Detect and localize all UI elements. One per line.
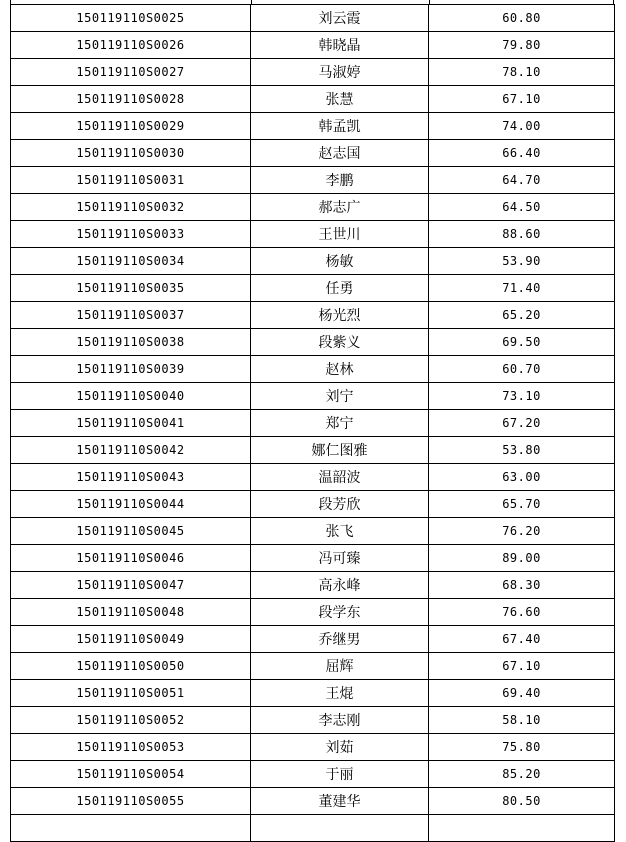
table-row	[11, 518, 615, 545]
table-row	[11, 707, 615, 734]
candidate-id-cell: 150119110S0034	[11, 248, 251, 275]
candidate-id-cell: 150119110S0026	[11, 32, 251, 59]
candidate-name-cell: 段学东	[251, 599, 429, 626]
candidate-id-cell: 150119110S0050	[11, 653, 251, 680]
table-row	[11, 59, 615, 86]
candidate-id-cell: 150119110S0038	[11, 329, 251, 356]
candidate-name-cell: 韩晓晶	[251, 32, 429, 59]
score-cell: 76.60	[429, 599, 615, 626]
table-row	[11, 788, 615, 815]
score-cell: 60.80	[429, 5, 615, 32]
score-cell: 67.10	[429, 86, 615, 113]
candidate-name-cell: 董建华	[251, 788, 429, 815]
candidate-id-cell: 150119110S0051	[11, 680, 251, 707]
score-cell	[429, 815, 615, 842]
table-row	[11, 815, 615, 842]
table-row	[11, 302, 615, 329]
score-cell: 63.00	[429, 464, 615, 491]
candidate-id-cell: 150119110S0044	[11, 491, 251, 518]
table-row	[11, 599, 615, 626]
candidate-id-cell: 150119110S0040	[11, 383, 251, 410]
score-cell: 65.70	[429, 491, 615, 518]
candidate-name-cell: 王焜	[251, 680, 429, 707]
candidate-id-cell: 150119110S0031	[11, 167, 251, 194]
score-cell: 76.20	[429, 518, 615, 545]
score-cell: 53.90	[429, 248, 615, 275]
candidate-name-cell: 乔继男	[251, 626, 429, 653]
score-cell: 74.00	[429, 113, 615, 140]
candidate-id-cell: 150119110S0025	[11, 5, 251, 32]
score-cell: 89.00	[429, 545, 615, 572]
table-row	[11, 86, 615, 113]
candidate-name-cell: 段紫义	[251, 329, 429, 356]
score-cell: 71.40	[429, 275, 615, 302]
candidate-name-cell: 李鹏	[251, 167, 429, 194]
candidate-id-cell: 150119110S0042	[11, 437, 251, 464]
candidate-id-cell: 150119110S0033	[11, 221, 251, 248]
table-row	[11, 464, 615, 491]
candidate-name-cell: 屈辉	[251, 653, 429, 680]
table-row	[11, 275, 615, 302]
score-cell: 88.60	[429, 221, 615, 248]
candidate-id-cell: 150119110S0027	[11, 59, 251, 86]
candidate-id-cell: 150119110S0043	[11, 464, 251, 491]
candidate-id-cell: 150119110S0035	[11, 275, 251, 302]
candidate-name-cell: 刘云霞	[251, 5, 429, 32]
candidate-name-cell: 赵林	[251, 356, 429, 383]
candidate-name-cell: 段芳欣	[251, 491, 429, 518]
candidate-name-cell: 刘宁	[251, 383, 429, 410]
score-cell: 64.70	[429, 167, 615, 194]
candidate-name-cell: 韩孟凯	[251, 113, 429, 140]
score-cell: 85.20	[429, 761, 615, 788]
candidate-name-cell: 刘茹	[251, 734, 429, 761]
candidate-name-cell: 张慧	[251, 86, 429, 113]
score-cell: 75.80	[429, 734, 615, 761]
candidate-id-cell: 150119110S0037	[11, 302, 251, 329]
candidate-id-cell: 150119110S0030	[11, 140, 251, 167]
candidate-name-cell: 王世川	[251, 221, 429, 248]
candidate-id-cell	[11, 815, 251, 842]
score-cell: 66.40	[429, 140, 615, 167]
score-cell: 60.70	[429, 356, 615, 383]
score-cell: 69.40	[429, 680, 615, 707]
candidate-id-cell: 150119110S0029	[11, 113, 251, 140]
candidate-name-cell: 马淑婷	[251, 59, 429, 86]
score-cell: 80.50	[429, 788, 615, 815]
candidate-name-cell: 于丽	[251, 761, 429, 788]
score-cell: 58.10	[429, 707, 615, 734]
candidate-id-cell: 150119110S0045	[11, 518, 251, 545]
table-row	[11, 734, 615, 761]
table-row	[11, 410, 615, 437]
candidate-name-cell: 李志刚	[251, 707, 429, 734]
candidate-id-cell: 150119110S0048	[11, 599, 251, 626]
candidate-id-cell: 150119110S0028	[11, 86, 251, 113]
candidate-id-cell: 150119110S0054	[11, 761, 251, 788]
candidate-name-cell: 杨敏	[251, 248, 429, 275]
score-table-body	[11, 5, 615, 842]
candidate-name-cell: 郝志广	[251, 194, 429, 221]
candidate-id-cell: 150119110S0032	[11, 194, 251, 221]
table-row	[11, 329, 615, 356]
table-row	[11, 572, 615, 599]
candidate-name-cell: 张飞	[251, 518, 429, 545]
score-cell: 79.80	[429, 32, 615, 59]
candidate-id-cell: 150119110S0047	[11, 572, 251, 599]
candidate-id-cell: 150119110S0055	[11, 788, 251, 815]
score-cell: 67.10	[429, 653, 615, 680]
candidate-name-cell: 高永峰	[251, 572, 429, 599]
score-table	[10, 4, 615, 842]
table-row	[11, 167, 615, 194]
table-row	[11, 32, 615, 59]
table-row	[11, 113, 615, 140]
table-row	[11, 5, 615, 32]
candidate-id-cell: 150119110S0041	[11, 410, 251, 437]
candidate-name-cell: 郑宁	[251, 410, 429, 437]
score-cell: 68.30	[429, 572, 615, 599]
table-row	[11, 194, 615, 221]
candidate-name-cell: 冯可臻	[251, 545, 429, 572]
table-row	[11, 545, 615, 572]
candidate-id-cell: 150119110S0039	[11, 356, 251, 383]
candidate-name-cell: 温韶波	[251, 464, 429, 491]
table-row	[11, 437, 615, 464]
candidate-name-cell: 杨光烈	[251, 302, 429, 329]
table-row	[11, 680, 615, 707]
table-row	[11, 383, 615, 410]
score-cell: 53.80	[429, 437, 615, 464]
score-cell: 67.40	[429, 626, 615, 653]
table-row	[11, 653, 615, 680]
table-row	[11, 248, 615, 275]
candidate-id-cell: 150119110S0052	[11, 707, 251, 734]
candidate-id-cell: 150119110S0049	[11, 626, 251, 653]
table-row	[11, 140, 615, 167]
candidate-id-cell: 150119110S0046	[11, 545, 251, 572]
score-cell: 78.10	[429, 59, 615, 86]
score-cell: 65.20	[429, 302, 615, 329]
candidate-id-cell: 150119110S0053	[11, 734, 251, 761]
table-row	[11, 761, 615, 788]
score-cell: 69.50	[429, 329, 615, 356]
table-row	[11, 356, 615, 383]
table-row	[11, 221, 615, 248]
score-cell: 73.10	[429, 383, 615, 410]
table-row	[11, 491, 615, 518]
candidate-name-cell: 娜仁图雅	[251, 437, 429, 464]
candidate-name-cell: 赵志国	[251, 140, 429, 167]
score-cell: 67.20	[429, 410, 615, 437]
score-cell: 64.50	[429, 194, 615, 221]
table-row	[11, 626, 615, 653]
candidate-name-cell	[251, 815, 429, 842]
candidate-name-cell: 任勇	[251, 275, 429, 302]
